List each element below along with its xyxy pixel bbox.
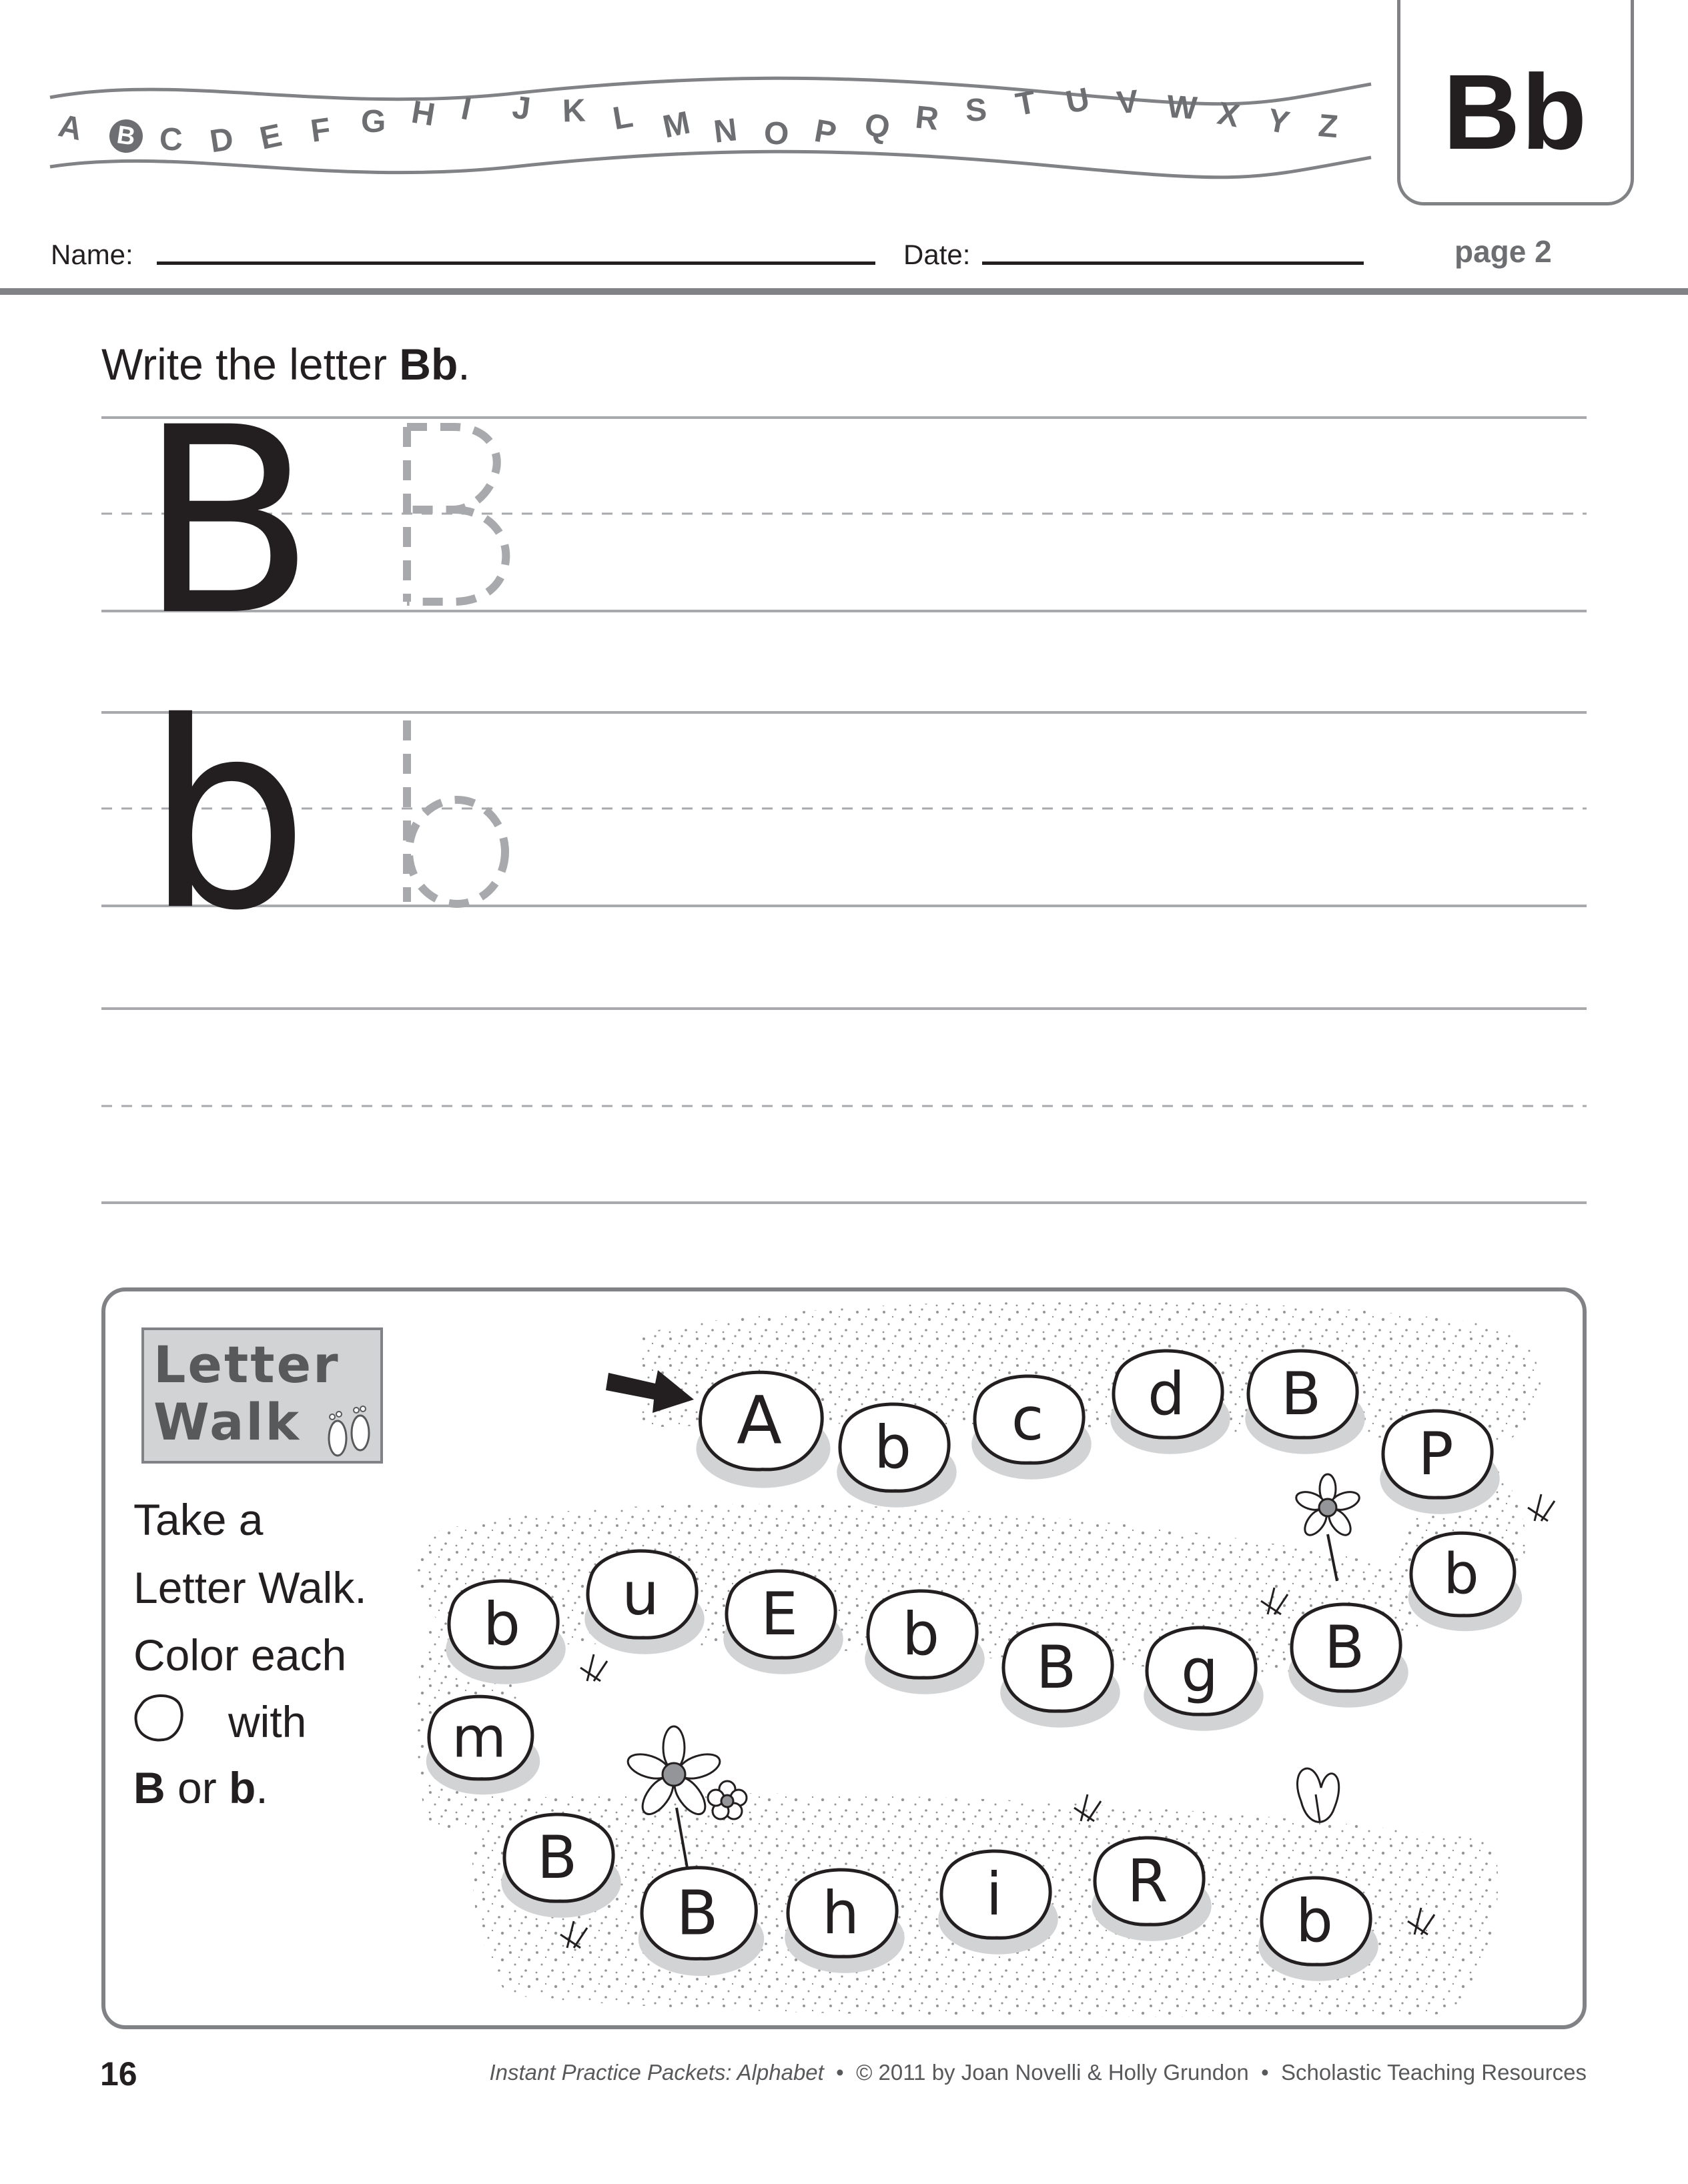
- alphabet-letter-e: E: [256, 117, 286, 157]
- publisher-name: Scholastic Teaching Resources: [1281, 2060, 1587, 2085]
- walk-instruction-line3: Color each: [133, 1630, 347, 1680]
- stone-letter: u: [622, 1559, 659, 1628]
- stepping-stone[interactable]: [446, 1581, 566, 1684]
- badge-title-line2: Walk: [153, 1392, 301, 1452]
- alphabet-letter-c: C: [159, 121, 183, 157]
- badge-title-line1: Letter: [153, 1335, 340, 1394]
- book-title: Instant Practice Packets: Alphabet: [489, 2060, 824, 2085]
- alphabet-letter-m: M: [659, 105, 693, 145]
- stepping-stone[interactable]: [837, 1404, 957, 1508]
- alphabet-letter-o: O: [763, 115, 790, 152]
- alphabet-letter-a: A: [55, 107, 85, 148]
- date-label: Date:: [903, 239, 971, 270]
- alphabet-letter-z: Z: [1316, 107, 1340, 145]
- alphabet-letter-b: B: [107, 117, 145, 155]
- stepping-stone[interactable]: [865, 1591, 985, 1694]
- stone-letter: g: [1181, 1636, 1218, 1705]
- target-period: .: [256, 1763, 268, 1812]
- stepping-stone[interactable]: [426, 1696, 540, 1794]
- alphabet-letter-u: U: [1062, 81, 1093, 121]
- alphabet-letter-l: L: [610, 98, 635, 137]
- walk-instruction-line1: Take a: [133, 1495, 264, 1544]
- stone-letter: R: [1127, 1846, 1168, 1915]
- stone-letter: c: [1011, 1384, 1044, 1454]
- lowercase-model-letter: b: [145, 668, 310, 967]
- stone-letter: b: [1296, 1886, 1333, 1955]
- footer-credit: [489, 2060, 1587, 2085]
- alphabet-letter-k: K: [562, 93, 586, 129]
- uppercase-model-letter: B: [139, 400, 316, 672]
- stone-letter: b: [1443, 1541, 1479, 1607]
- stepping-stone[interactable]: [1258, 1878, 1378, 1981]
- alphabet-letter-j: J: [510, 89, 532, 127]
- stone-letter: E: [761, 1579, 798, 1648]
- stepping-stone[interactable]: [1144, 1628, 1264, 1731]
- alphabet-letter-d: D: [207, 121, 236, 160]
- stepping-stone[interactable]: [584, 1551, 705, 1654]
- stepping-stone[interactable]: [1000, 1624, 1120, 1728]
- alphabet-letter-h: H: [408, 94, 438, 133]
- alphabet-letter-i: I: [458, 91, 474, 127]
- stepping-stone[interactable]: [1380, 1411, 1500, 1514]
- stepping-stone[interactable]: [501, 1814, 621, 1918]
- stepping-stone[interactable]: [723, 1571, 843, 1674]
- instruction-letters: Bb: [399, 340, 458, 389]
- stone-letter: B: [536, 1822, 578, 1892]
- alphabet-letter-p: P: [811, 113, 839, 152]
- alphabet-letter-s: S: [964, 91, 988, 129]
- stone-letter: b: [874, 1412, 911, 1482]
- stone-letter: B: [1035, 1632, 1077, 1702]
- letter-tab-title: Bb: [1442, 52, 1589, 171]
- footer-separator-1: •: [836, 2060, 844, 2085]
- footer-separator-2: •: [1261, 2060, 1269, 2085]
- stepping-stone[interactable]: [1092, 1838, 1212, 1941]
- alphabet-letter-q: Q: [861, 107, 893, 147]
- stepping-stone[interactable]: [938, 1851, 1058, 1955]
- stepping-stone[interactable]: [785, 1870, 905, 1973]
- alphabet-letter-n: N: [711, 112, 739, 150]
- stepping-stone[interactable]: [1110, 1351, 1230, 1454]
- stone-letter: i: [985, 1859, 1003, 1929]
- page-label: page 2: [1454, 234, 1552, 269]
- stone-letter: b: [483, 1589, 520, 1658]
- walk-instruction-line2: Letter Walk.: [133, 1563, 367, 1612]
- page-number: 16: [100, 2055, 137, 2093]
- alphabet-letter-f: F: [308, 111, 333, 149]
- instruction-prefix: Write the letter: [101, 340, 400, 389]
- stone-letter: B: [1280, 1359, 1322, 1428]
- copyright-text: © 2011 by Joan Novelli & Holly Grundon: [856, 2060, 1249, 2085]
- stone-letter: b: [902, 1599, 939, 1668]
- alphabet-letter-r: R: [913, 99, 940, 138]
- stone-letter: m: [452, 1704, 506, 1770]
- target-letter-upper: B: [133, 1763, 165, 1812]
- stepping-stone[interactable]: [1408, 1533, 1523, 1631]
- stepping-stone[interactable]: [971, 1376, 1092, 1480]
- stone-letter: d: [1148, 1359, 1185, 1428]
- stepping-stone[interactable]: [639, 1868, 764, 1976]
- butterfly-icon: [1297, 1768, 1338, 1822]
- alphabet-letter-x: X: [1214, 95, 1242, 135]
- alphabet-letter-y: Y: [1264, 102, 1292, 142]
- stepping-stone[interactable]: [696, 1372, 830, 1488]
- alphabet-letter-v: V: [1114, 83, 1140, 121]
- stone-letter: P: [1418, 1419, 1454, 1488]
- stone-letter: A: [737, 1382, 782, 1460]
- stone-letter: B: [1324, 1612, 1365, 1682]
- stepping-stone[interactable]: [1288, 1604, 1408, 1708]
- name-label: Name:: [51, 239, 133, 270]
- target-or: or: [165, 1763, 230, 1812]
- stone-letter: B: [676, 1877, 719, 1949]
- stepping-stone[interactable]: [1245, 1351, 1365, 1454]
- alphabet-letter-w: W: [1166, 89, 1199, 127]
- stone-letter: h: [822, 1878, 859, 1947]
- target-letter-lower: b: [229, 1763, 256, 1812]
- alphabet-letter-t: T: [1012, 84, 1039, 123]
- instruction-suffix: .: [458, 340, 470, 389]
- walk-instruction-line4: with: [228, 1697, 307, 1746]
- alphabet-letter-g: G: [360, 103, 386, 140]
